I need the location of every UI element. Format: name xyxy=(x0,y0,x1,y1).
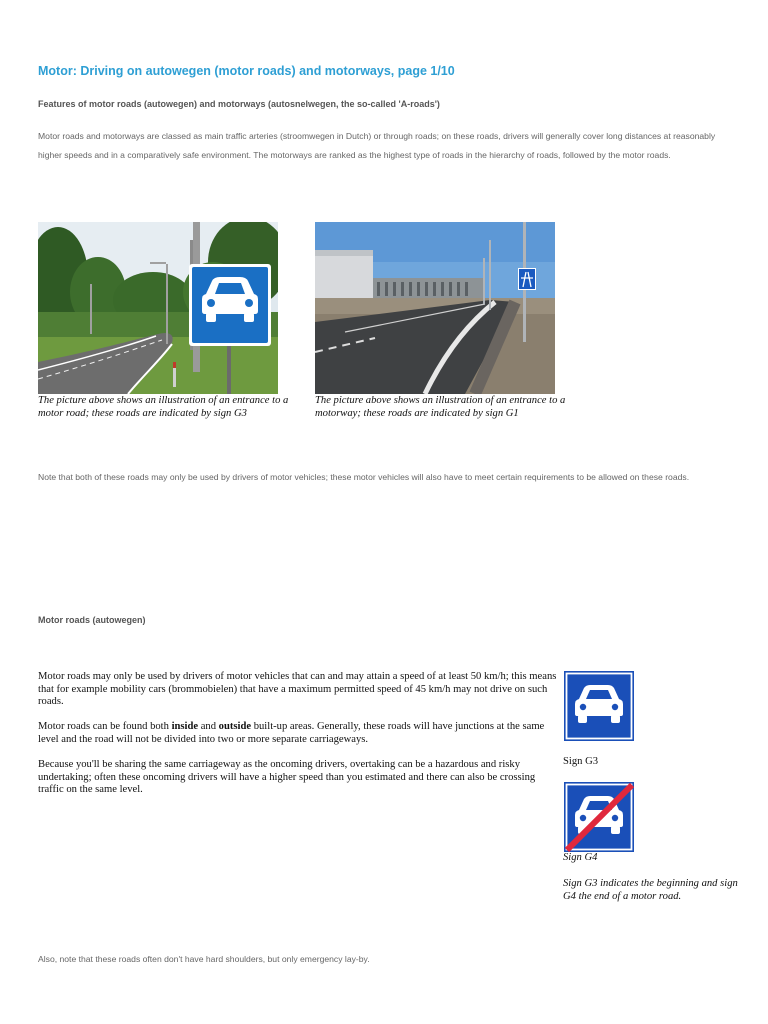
features-heading: Features of motor roads (autowegen) and motorways (autosnelwegen, the so-called 'A-roads') xyxy=(38,99,440,109)
motor-road-photo xyxy=(38,222,278,394)
motorway-photo-caption: The picture above shows an illustration of an entrance to a motorway; these roads are indicated by sign G1 xyxy=(315,395,566,419)
car-sign-end-icon xyxy=(564,782,634,852)
motor-roads-paragraph-location xyxy=(38,721,564,746)
footer-note: Also, note that these roads often don't have hard shoulders, but only emergency lay-by. xyxy=(38,954,370,964)
motor-roads-paragraph-speed: Motor roads may only be used by drivers of motor vehicles that can and may attain a speed of at least 50 km/h; this means that for example mobility cars (brommobielen) that have a maximum permitted speed of 45 km/h may not drive on such roads. xyxy=(38,671,557,708)
intro-paragraph: Motor roads and motorways are classed as main traffic arteries (stroomwegen in Dutch) or through roads; on these roads, drivers will generally cover long distances at reasonably higher speeds and in a comparatively safe environment. The motorways are ranked as the highest type of roads in the hierarchy of roads, followed by the motor roads. xyxy=(38,131,716,160)
sign-g3-label: Sign G3 xyxy=(563,756,599,767)
inside-emphasis: inside xyxy=(171,721,199,732)
page-title: Motor: Driving on autowegen (motor roads) and motorways, page 1/10 xyxy=(38,64,455,78)
car-sign-icon xyxy=(564,671,634,741)
location-text-c: built-up areas. Generally, these roads will have junctions at the same level and the road will not be divided into two or more separate carriageways. xyxy=(38,721,545,745)
motor-roads-heading: Motor roads (autowegen) xyxy=(38,615,146,625)
location-text-b: and xyxy=(198,721,219,732)
note-paragraph: Note that both of these roads may only be used by drivers of motor vehicles; these motor vehicles will also have to meet certain requirements to be allowed on these roads. xyxy=(38,472,690,482)
sign-g4-label: Sign G4 xyxy=(563,852,598,863)
signs-caption: Sign G3 indicates the beginning and sign G4 the end of a motor road. xyxy=(563,878,738,902)
outside-emphasis: outside xyxy=(218,721,252,732)
motorway-photo xyxy=(315,222,555,394)
motor-road-photo-caption: The picture above shows an illustration of an entrance to a motor road; these roads are indicated by sign G3 xyxy=(38,395,289,419)
location-text-a: Motor roads can be found both xyxy=(38,721,172,732)
motor-roads-paragraph-overtaking: Because you'll be sharing the same carriageway as the oncoming drivers, overtaking can be a hazardous and risky undertaking; often these oncoming drivers will have a higher speed than you estimated and there can also be crossing traffic on the same level. xyxy=(38,759,536,796)
